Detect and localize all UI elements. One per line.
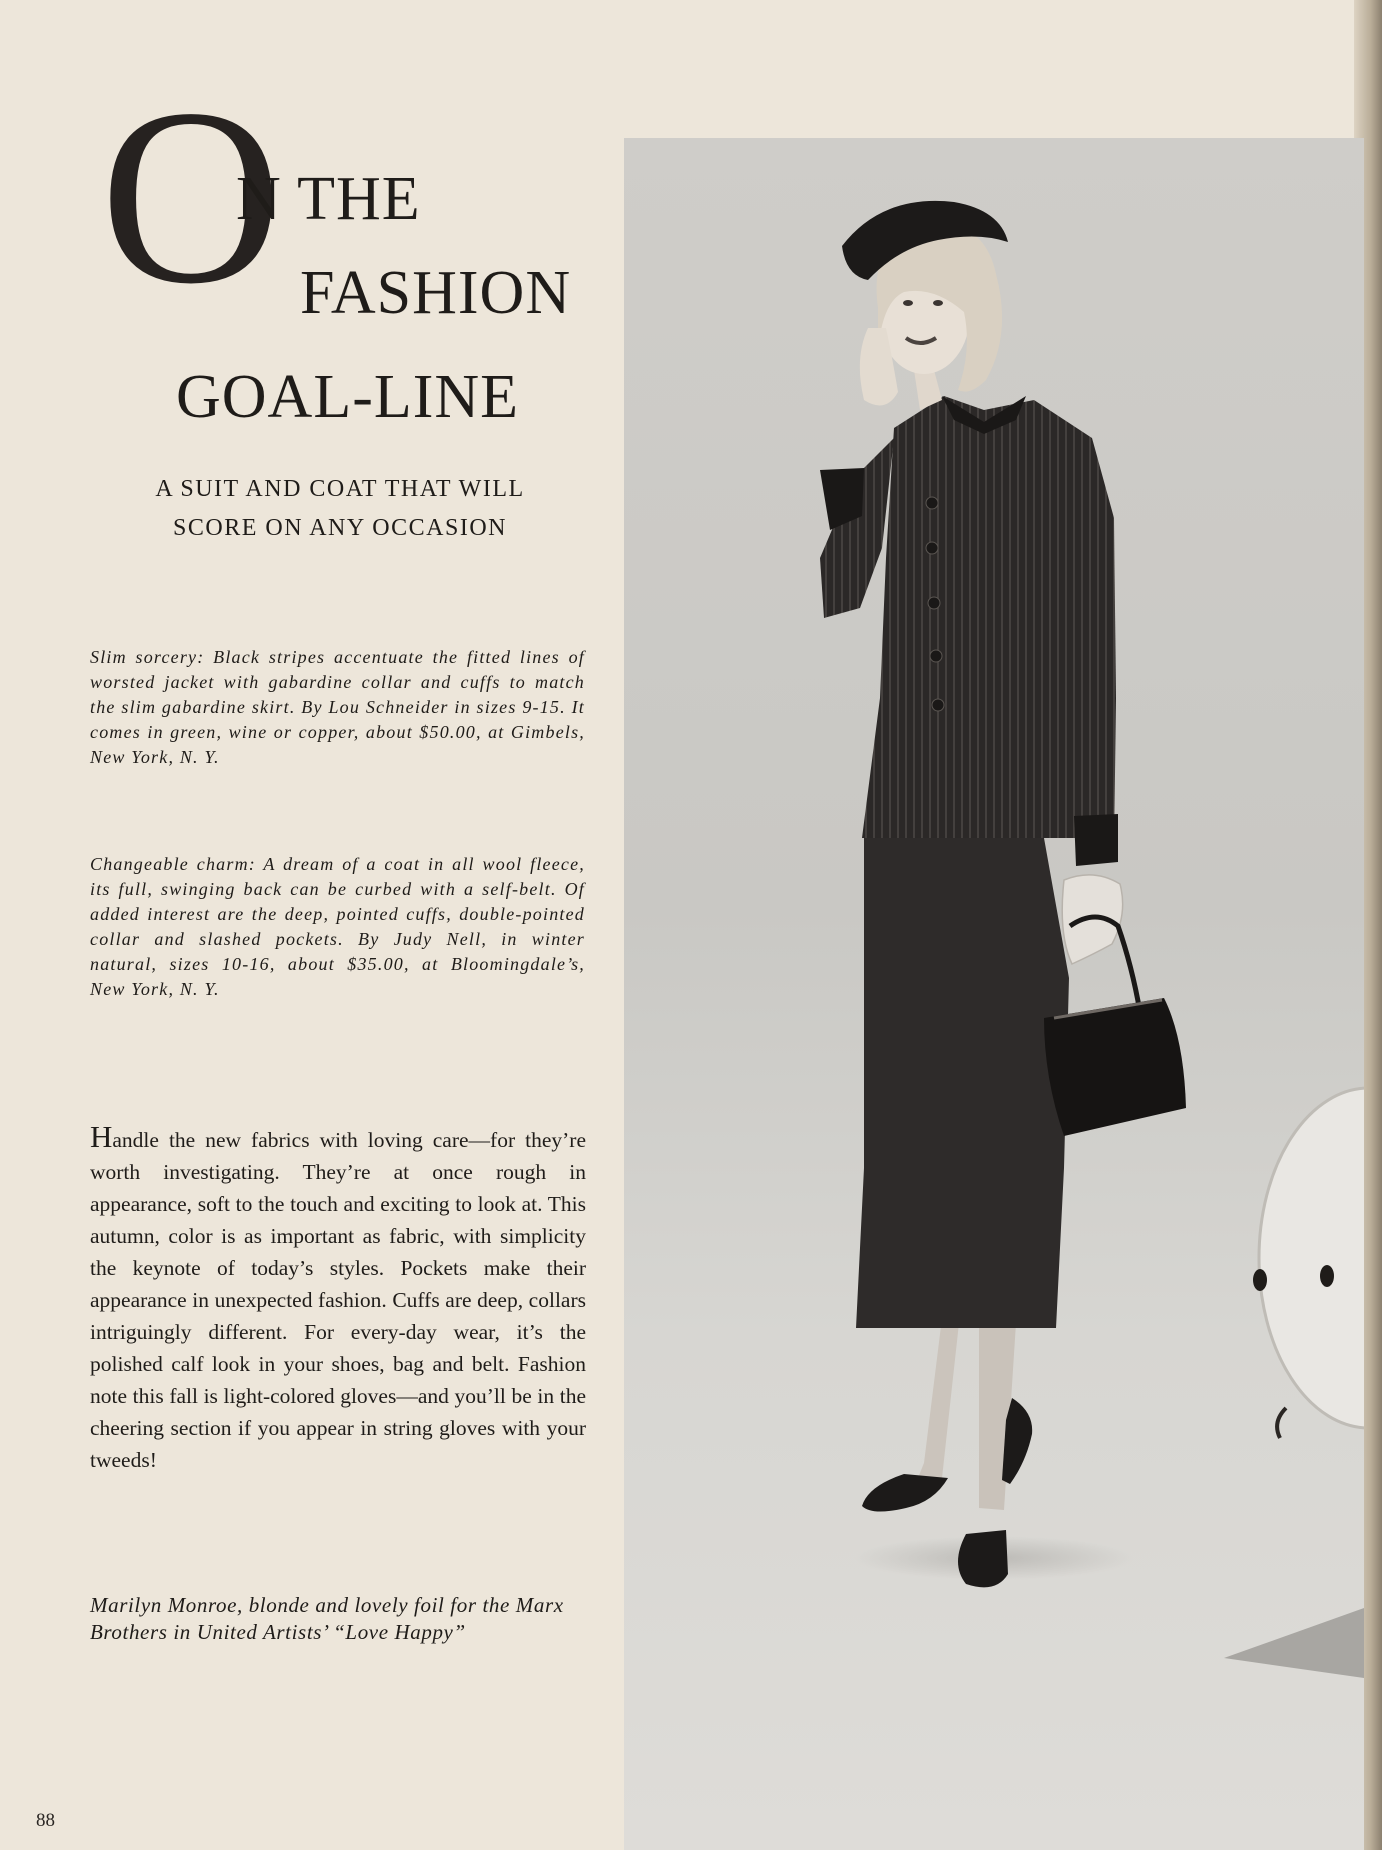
fashion-photo [624,138,1364,1850]
body-paragraph [90,1118,586,1476]
football-helmet [1224,1088,1364,1678]
model-illustration [624,138,1364,1850]
eye-icon [933,300,943,306]
caption-suit: Slim sorcery: Black stripes accentuate the fitted lines of worsted jacket with gabardine collar and cuffs to match the slim gabardine skirt. By Lou Schneider in sizes 9-15. It comes in green, wine or copper, about $50.00, at Gimbels, New York, N. Y. [90,647,585,767]
right-cuff [1074,814,1118,866]
title-line-1: N THE [236,165,421,233]
left-shoe [862,1474,948,1512]
title-line-3: GOAL-LINE [176,363,520,431]
handbag [1044,917,1186,1136]
jacket-button [928,597,940,609]
body-text: andle the new fabrics with loving care—for they’re worth investigating. They’re at once rough in appearance, soft to the touch and exciting to look at. This autumn, color is as important as fabric, with simplicity the keynote of today’s styles. Pockets make their appearance in unexpected fashion. Cuffs are deep, collars intriguingly different. For every-day wear, it’s the polished calf look in your shoes, bag and belt. Fashion note this fall is light-colored gloves—and you’ll be in the cheering section if you appear in string gloves with your tweeds! [90,1127,586,1472]
skirt [856,838,1069,1328]
article-title [100,56,580,450]
body-drop-letter: H [90,1118,113,1154]
jacket-button [930,650,942,662]
striped-jacket [862,396,1100,838]
title-drop-letter: O [100,56,278,336]
eye-icon [903,300,913,306]
jacket-button [926,542,938,554]
title-line-2: FASHION [300,259,572,327]
subtitle-line-1: A SUIT AND COAT THAT WILL [155,476,525,502]
jacket-button [932,699,944,711]
right-shoe [958,1530,1008,1587]
jacket-button [926,497,938,509]
subtitle-line-2: SCORE ON ANY OCCASION [173,515,507,541]
article-subtitle [90,470,590,548]
caption-coat: Changeable charm: A dream of a coat in all wool fleece, its full, swinging back can be curbed with a self-belt. Of added interest are the deep, pointed cuffs, double-pointed collar and slashed pockets. By Judy Nell, in winter natural, sizes 10-16, about $35.00, at Bloomingdale’s, New York, N. Y. [90,854,585,999]
left-leg [918,1318,959,1478]
page-number: 88 [36,1810,55,1831]
photo-credit: Marilyn Monroe, blonde and lovely foil for the Marx Brothers in United Artists’ “Love Happy” [90,1593,564,1644]
